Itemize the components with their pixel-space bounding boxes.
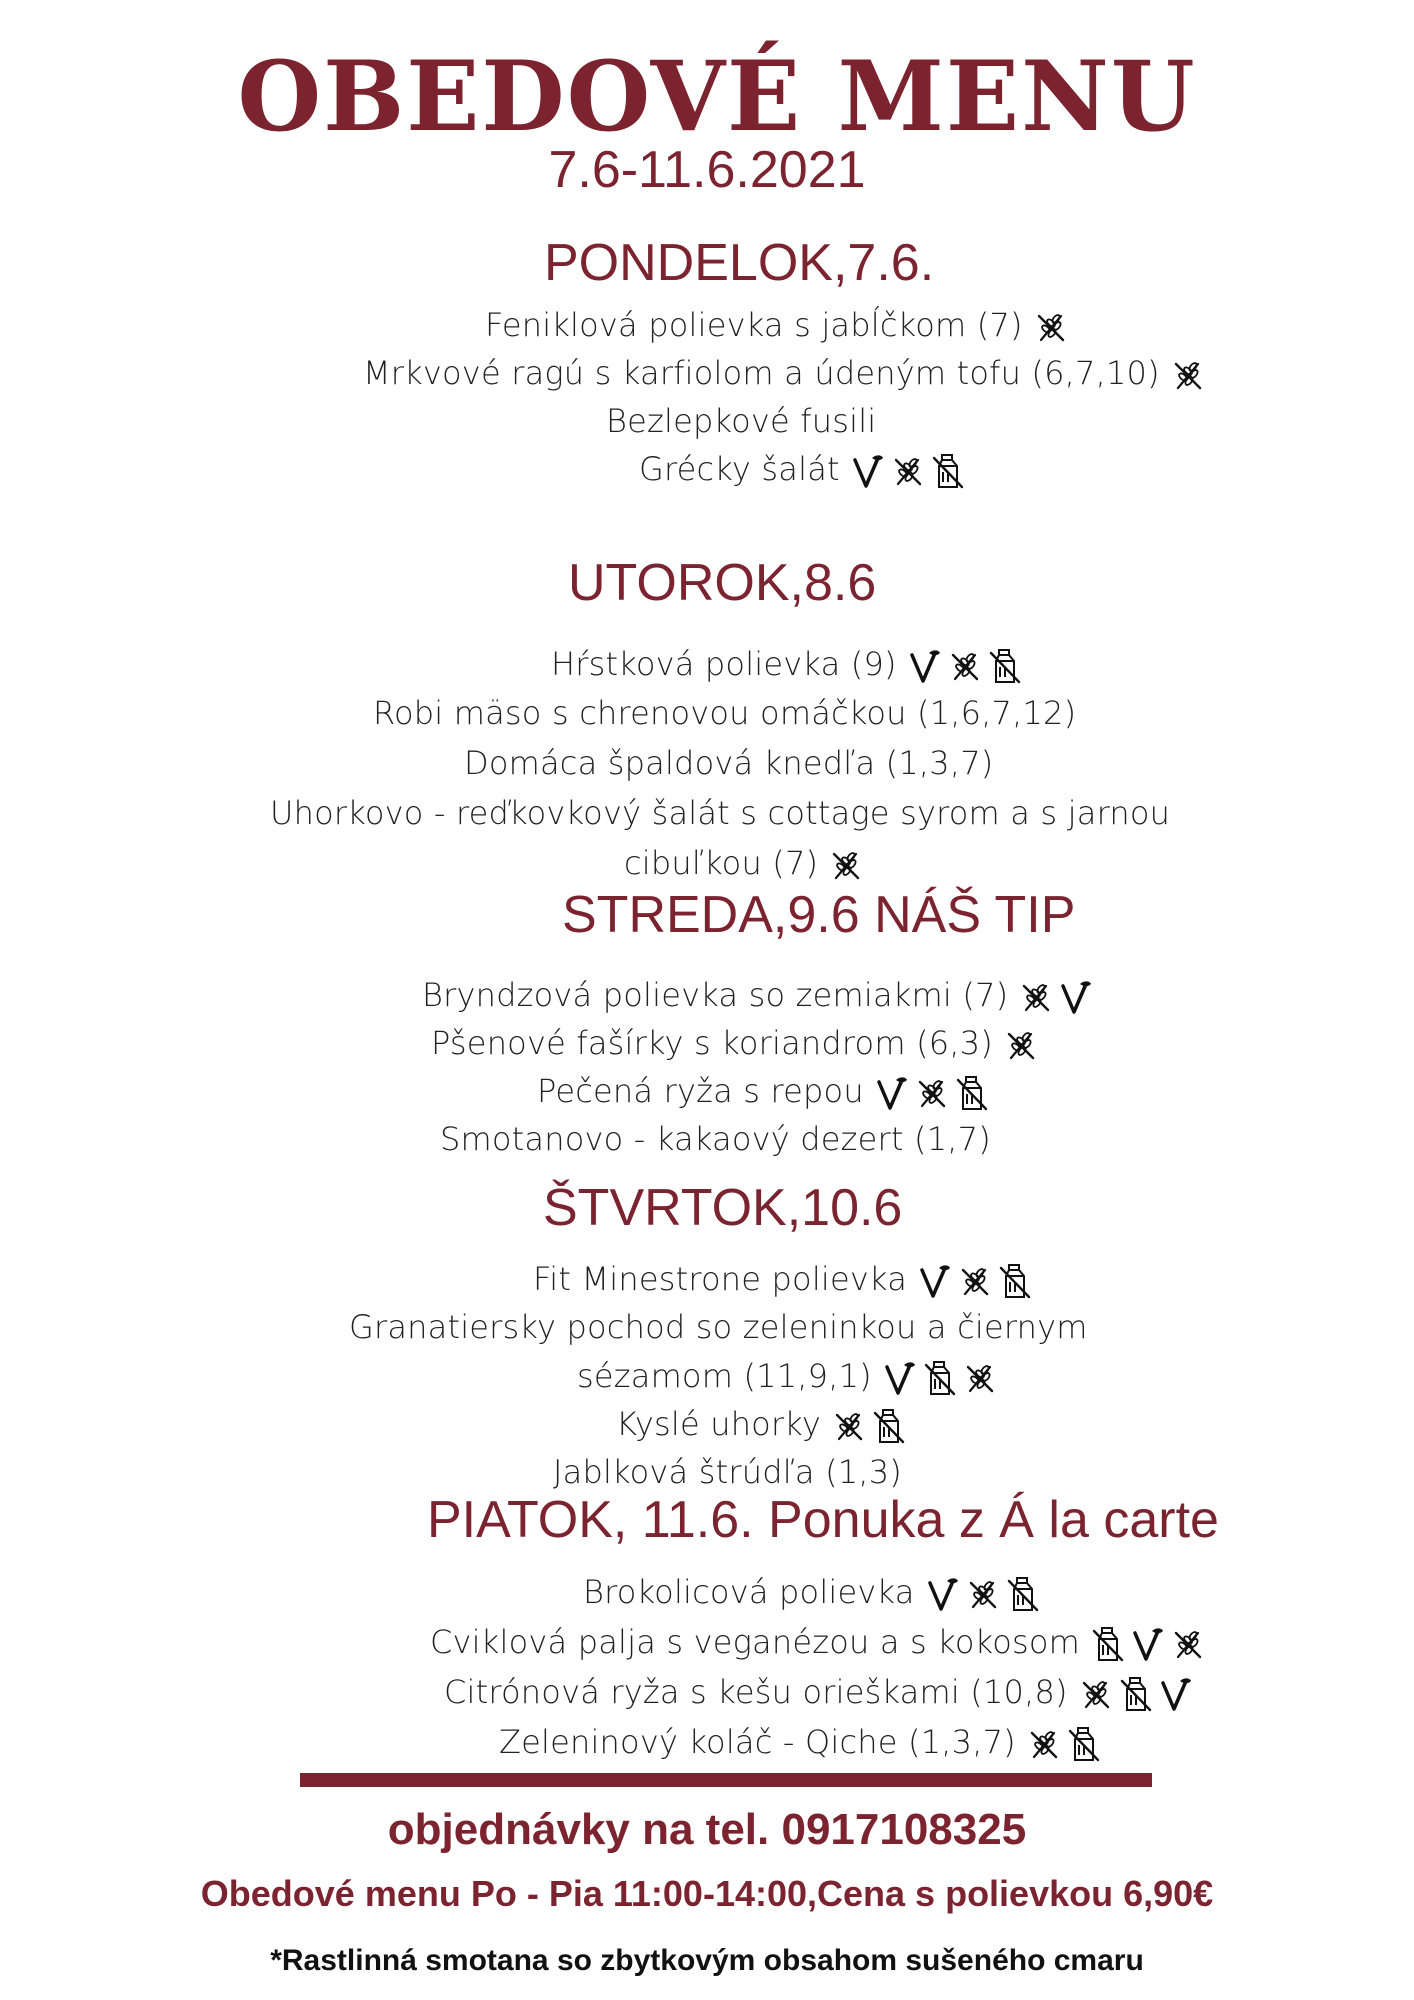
gluten-free-icon xyxy=(914,1074,950,1112)
menu-item xyxy=(373,694,1086,732)
vegan-icon xyxy=(907,647,943,685)
menu-item xyxy=(349,1308,1098,1346)
gluten-free-icon xyxy=(1026,1725,1062,1763)
menu-item-text: Zeleninový koláč - Qiche (1,3,7) xyxy=(499,1723,1016,1761)
diet-icons xyxy=(1170,356,1206,394)
gluten-free-icon xyxy=(965,1575,1001,1613)
menu-item-text: Mrkvové ragú s karfiolom a údeným tofu (6,7,10) xyxy=(363,354,1160,392)
menu-item-text: Brokolicová polievka xyxy=(583,1573,915,1611)
menu-item-text: Robi mäso s chrenovou omáčkou (1,6,7,12) xyxy=(373,694,1077,732)
menu-item xyxy=(533,1260,1033,1300)
gluten-free-icon xyxy=(1170,1625,1206,1663)
menu-item-text: Granatiersky pochod so zeleninkou a čiernym xyxy=(349,1308,1088,1346)
vegan-icon xyxy=(1130,1625,1166,1663)
menu-item-text: Bryndzová polievka so zemiakmi (7) xyxy=(422,976,1009,1014)
lactose-free-icon xyxy=(922,1359,958,1397)
menu-item-text: Pšenové fašírky s koriandrom (6,3) xyxy=(431,1024,993,1062)
day-heading-monday: PONDELOK,7.6. xyxy=(544,234,935,292)
menu-item xyxy=(624,844,864,884)
menu-item-text: sézamom (11,9,1) xyxy=(577,1357,872,1395)
menu-item-text: Feniklová polievka s jabĺčkom (7) xyxy=(485,306,1023,344)
menu-item xyxy=(363,354,1206,394)
menu-item xyxy=(606,402,886,440)
diet-icons xyxy=(1003,1026,1039,1064)
vegan-icon xyxy=(874,1074,910,1112)
diet-icons xyxy=(1033,308,1069,346)
vegan-icon xyxy=(925,1575,961,1613)
diet-icons xyxy=(925,1575,1041,1613)
diet-icons xyxy=(1018,978,1094,1016)
menu-item xyxy=(551,645,1023,685)
lactose-free-icon xyxy=(1005,1575,1041,1613)
lactose-free-icon xyxy=(954,1074,990,1112)
vegan-icon xyxy=(1058,978,1094,1016)
lactose-free-icon xyxy=(987,647,1023,685)
menu-item-text: Fit Minestrone polievka xyxy=(533,1260,908,1298)
gluten-free-icon xyxy=(1018,978,1054,1016)
footnote: *Rastlinná smotana so zbytkovým obsahom sušeného cmaru xyxy=(270,1944,1144,1977)
diet-icons xyxy=(882,1359,998,1397)
menu-item-text: Citrónová ryža s kešu orieškami (10,8) xyxy=(444,1673,1068,1711)
menu-item-text: Cviklová palja s veganézou a s kokosom xyxy=(430,1623,1081,1661)
menu-item xyxy=(616,1405,907,1445)
order-phone-line: objednávky na tel. 0917108325 xyxy=(387,1805,1027,1854)
lactose-free-icon xyxy=(1066,1725,1102,1763)
gluten-free-icon xyxy=(1170,356,1206,394)
menu-item-text: Kyslé uhorky xyxy=(616,1405,822,1443)
menu-item-text: Bezlepkové fusili xyxy=(606,402,877,440)
date-range: 7.6-11.6.2021 xyxy=(548,141,866,199)
diet-icons xyxy=(907,647,1023,685)
menu-item xyxy=(537,1072,990,1112)
gluten-free-icon xyxy=(831,1407,867,1445)
menu-item xyxy=(422,976,1094,1016)
lactose-free-icon xyxy=(930,452,966,490)
lactose-free-icon xyxy=(1090,1625,1126,1663)
menu-title: OBEDOVÉ MENU xyxy=(237,40,1197,153)
menu-item-text: Smotanovo - kakaový dezert (1,7) xyxy=(440,1120,991,1158)
vegan-icon xyxy=(882,1359,918,1397)
menu-item-text: Pečená ryža s repou xyxy=(537,1072,864,1110)
vegan-icon xyxy=(1158,1675,1194,1713)
gluten-free-icon xyxy=(1033,308,1069,346)
menu-item xyxy=(577,1357,998,1397)
diet-icons xyxy=(1026,1725,1102,1763)
day-heading-friday: PIATOK, 11.6. Ponuka z Á la carte xyxy=(427,1491,1219,1549)
menu-item-text: Jablková štrúdľa (1,3) xyxy=(553,1453,902,1491)
lactose-free-icon xyxy=(1118,1675,1154,1713)
gluten-free-icon xyxy=(962,1359,998,1397)
gluten-free-icon xyxy=(947,647,983,685)
gluten-free-icon xyxy=(957,1262,993,1300)
menu-item-text: cibuľkou (7) xyxy=(624,844,819,882)
diet-icons xyxy=(831,1407,907,1445)
day-heading-tuesday: UTOROK,8.6 xyxy=(568,554,877,612)
menu-item-text: Uhorkovo - reďkovkový šalát s cottage syrom a s jarnou xyxy=(270,794,1171,832)
lactose-free-icon xyxy=(871,1407,907,1445)
diet-icons xyxy=(917,1262,1033,1300)
diet-icons xyxy=(874,1074,990,1112)
menu-item xyxy=(464,744,1003,782)
hours-price-line: Obedové menu Po - Pia 11:00-14:00,Cena s polievkou 6,90€ xyxy=(200,1873,1214,1914)
menu-item xyxy=(430,1623,1206,1663)
gluten-free-icon xyxy=(1078,1675,1114,1713)
gluten-free-icon xyxy=(828,846,864,884)
vegan-icon xyxy=(850,452,886,490)
gluten-free-icon xyxy=(890,452,926,490)
menu-item xyxy=(444,1673,1194,1713)
menu-item xyxy=(270,794,1180,832)
menu-item xyxy=(431,1024,1039,1064)
menu-item xyxy=(485,306,1069,346)
menu-item-text: Hŕstková polievka (9) xyxy=(551,645,897,683)
menu-item-text: Domáca špaldová knedľa (1,3,7) xyxy=(464,744,994,782)
lactose-free-icon xyxy=(997,1262,1033,1300)
diet-icons xyxy=(850,452,966,490)
menu-item xyxy=(499,1723,1102,1763)
menu-item xyxy=(440,1120,1001,1158)
vegan-icon xyxy=(917,1262,953,1300)
gluten-free-icon xyxy=(1003,1026,1039,1064)
day-heading-thursday: ŠTVRTOK,10.6 xyxy=(543,1179,903,1237)
diet-icons xyxy=(828,846,864,884)
menu-item xyxy=(639,450,966,490)
menu-item xyxy=(583,1573,1041,1613)
day-heading-wednesday: STREDA,9.6 NÁŠ TIP xyxy=(562,886,1076,944)
diet-icons xyxy=(1078,1675,1194,1713)
divider xyxy=(300,1773,1152,1787)
menu-item-text: Grécky šalát xyxy=(639,450,840,488)
diet-icons xyxy=(1090,1625,1206,1663)
menu-item xyxy=(553,1453,912,1491)
